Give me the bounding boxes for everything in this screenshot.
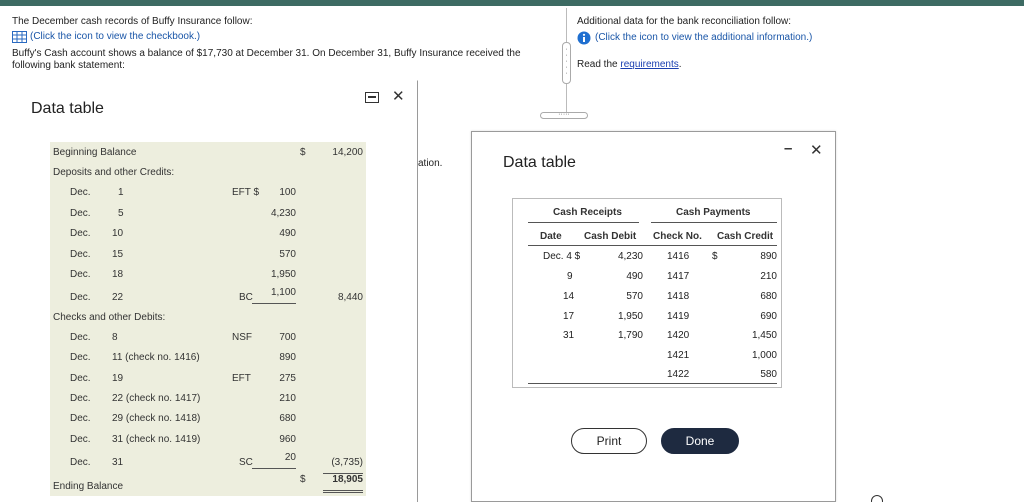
deposit-amount: 1,100 <box>252 283 296 304</box>
close-icon[interactable]: ✕ <box>810 142 823 159</box>
deposit-row <box>50 265 366 285</box>
deposit-day: 10 <box>112 228 124 239</box>
payment-dollar: $ <box>712 251 718 262</box>
group-cash-receipts: Cash Receipts <box>553 207 622 218</box>
check-day: 11 (check no. 1416) <box>112 352 200 363</box>
deposit-row <box>50 245 366 265</box>
check-row <box>50 430 366 450</box>
beginning-balance-row <box>50 143 366 163</box>
payment-amount: 890 <box>760 251 777 262</box>
payment-check-no: 1416 <box>667 251 690 262</box>
checkbook-link-text[interactable]: (Click the icon to view the checkbook.) <box>30 31 201 42</box>
minimize-icon[interactable]: – <box>784 140 793 157</box>
deposit-amount: 100 <box>279 187 296 198</box>
check-amount: 275 <box>279 373 296 384</box>
info-link-text[interactable]: (Click the icon to view the additional information.) <box>595 32 813 43</box>
deposit-row <box>50 288 366 308</box>
check-code: SC <box>239 457 253 468</box>
receipt-amount: 570 <box>626 291 643 302</box>
deposit-month: Dec. <box>70 249 91 260</box>
beginning-dollar: $ <box>300 147 306 158</box>
print-button[interactable]: Print <box>571 428 647 454</box>
deposit-month: Dec. <box>70 208 91 219</box>
check-month: Dec. <box>70 413 91 424</box>
minimize-icon[interactable] <box>365 92 379 103</box>
receipt-amount: 4,230 <box>617 251 643 262</box>
check-day: 29 (check no. 1418) <box>112 413 201 424</box>
check-day: 22 (check no. 1417) <box>112 393 201 404</box>
read-suffix: . <box>678 59 682 70</box>
payment-check-no: 1420 <box>667 330 690 341</box>
deposit-month: Dec. <box>70 228 91 239</box>
check-month: Dec. <box>70 434 91 445</box>
receipt-date: 31 <box>563 330 575 341</box>
deposit-code: BC <box>239 292 253 303</box>
additional-line1: Additional data for the bank reconciliation follow: <box>577 16 792 27</box>
intro-line1: The December cash records of Buffy Insurance follow: <box>12 16 253 27</box>
ending-amount: 18,905 <box>323 470 363 493</box>
check-amount: 700 <box>279 332 296 343</box>
panel-drag-handle[interactable]: ····· <box>540 112 588 119</box>
payment-check-no: 1422 <box>667 369 690 380</box>
payment-amount: 210 <box>760 271 777 282</box>
check-day: 31 (check no. 1419) <box>112 434 201 445</box>
check-row <box>50 348 366 368</box>
checkbook-table <box>512 198 782 388</box>
payment-amount: 1,000 <box>751 350 777 361</box>
group-cash-payments: Cash Payments <box>676 207 751 218</box>
deposit-amount: 490 <box>279 228 296 239</box>
check-amount: 210 <box>279 393 296 404</box>
receipt-date: Dec. 4 $ <box>543 251 581 262</box>
intro-line2: Buffy's Cash account shows a balance of $17,730 at December 31. On December 31, Buffy Insurance received the <box>12 48 521 59</box>
check-month: Dec. <box>70 332 91 343</box>
deposit-day: 15 <box>112 249 124 260</box>
pane-resize-handle[interactable]: · · · · · <box>562 42 571 84</box>
intro-line3: following bank statement: <box>12 60 125 71</box>
checks-label: Checks and other Debits: <box>53 312 166 323</box>
close-icon[interactable]: ✕ <box>392 88 405 105</box>
checkbook-link[interactable] <box>12 31 200 43</box>
col-date: Date <box>540 231 562 242</box>
check-month: Dec. <box>70 352 91 363</box>
check-amount: 680 <box>279 413 296 424</box>
checkbook-dialog <box>471 131 836 502</box>
ending-label: Ending Balance <box>53 481 124 492</box>
requirements-link[interactable]: requirements <box>620 59 679 70</box>
deposit-day: 22 <box>112 292 124 303</box>
column-header-rule <box>528 245 777 246</box>
deposit-day: 18 <box>112 269 124 280</box>
table-bottom-rule <box>528 383 777 384</box>
deposit-month: Dec. <box>70 269 91 280</box>
check-day: 8 <box>112 332 118 343</box>
receipt-date: 17 <box>563 311 575 322</box>
receipt-date: 14 <box>563 291 575 302</box>
read-prefix: Read the <box>577 59 621 70</box>
deposit-day: 1 <box>118 187 124 198</box>
info-icon[interactable] <box>577 31 591 45</box>
check-day: 19 <box>112 373 124 384</box>
payment-amount: 1,450 <box>751 330 777 341</box>
payment-check-no: 1419 <box>667 311 690 322</box>
deposit-row <box>50 183 366 203</box>
check-row <box>50 453 366 473</box>
deposit-amount: 570 <box>279 249 296 260</box>
receipt-amount: 1,950 <box>617 311 643 322</box>
check-day: 31 <box>112 457 124 468</box>
receipt-date: 9 <box>567 271 573 282</box>
check-row <box>50 389 366 409</box>
payment-check-no: 1418 <box>667 291 690 302</box>
check-code: EFT <box>232 373 251 384</box>
partial-circle-icon <box>870 494 884 502</box>
deposit-row <box>50 204 366 224</box>
deposit-amount: 4,230 <box>270 208 296 219</box>
deposit-month: Dec. <box>70 187 91 198</box>
deposit-amount: 1,950 <box>270 269 296 280</box>
checks-heading <box>50 308 366 328</box>
payment-amount: 580 <box>760 369 777 380</box>
deposit-row <box>50 224 366 244</box>
deposit-day: 5 <box>118 208 124 219</box>
top-accent-bar <box>0 0 1024 6</box>
payment-check-no: 1417 <box>667 271 690 282</box>
deposits-label: Deposits and other Credits: <box>53 167 175 178</box>
ending-dollar: $ <box>300 474 306 485</box>
deposit-month: Dec. <box>70 292 91 303</box>
receipt-amount: 490 <box>626 271 643 282</box>
dialog-title: Data table <box>503 154 576 171</box>
receipts-header-rule <box>528 222 639 223</box>
beginning-amount: 14,200 <box>332 147 363 158</box>
beginning-label: Beginning Balance <box>53 147 137 158</box>
info-link[interactable] <box>577 31 812 45</box>
payment-check-no: 1421 <box>667 350 690 361</box>
bank-statement-table <box>50 142 366 496</box>
deposit-code: EFT $ <box>232 187 260 198</box>
check-code: NSF <box>232 332 252 343</box>
obscured-text: ation. <box>418 158 443 169</box>
check-amount: 960 <box>279 434 296 445</box>
check-row <box>50 409 366 429</box>
check-month: Dec. <box>70 393 91 404</box>
col-check-no: Check No. <box>653 231 702 242</box>
dialog-title: Data table <box>31 100 104 117</box>
check-amount: 20 <box>252 448 296 469</box>
payment-amount: 680 <box>760 291 777 302</box>
table-icon[interactable] <box>12 31 27 43</box>
check-amount: 890 <box>279 352 296 363</box>
read-requirements <box>577 59 682 71</box>
check-row <box>50 369 366 389</box>
col-cash-credit: Cash Credit <box>717 231 774 242</box>
check-month: Dec. <box>70 373 91 384</box>
deposits-heading <box>50 163 366 183</box>
check-month: Dec. <box>70 457 91 468</box>
checks-total: (3,735) <box>323 453 363 474</box>
col-cash-debit: Cash Debit <box>584 231 637 242</box>
done-button[interactable]: Done <box>661 428 739 454</box>
deposits-total: 8,440 <box>337 292 363 303</box>
payment-amount: 690 <box>760 311 777 322</box>
check-row <box>50 328 366 348</box>
ending-balance-row <box>50 475 366 495</box>
payments-header-rule <box>651 222 777 223</box>
receipt-amount: 1,790 <box>617 330 643 341</box>
